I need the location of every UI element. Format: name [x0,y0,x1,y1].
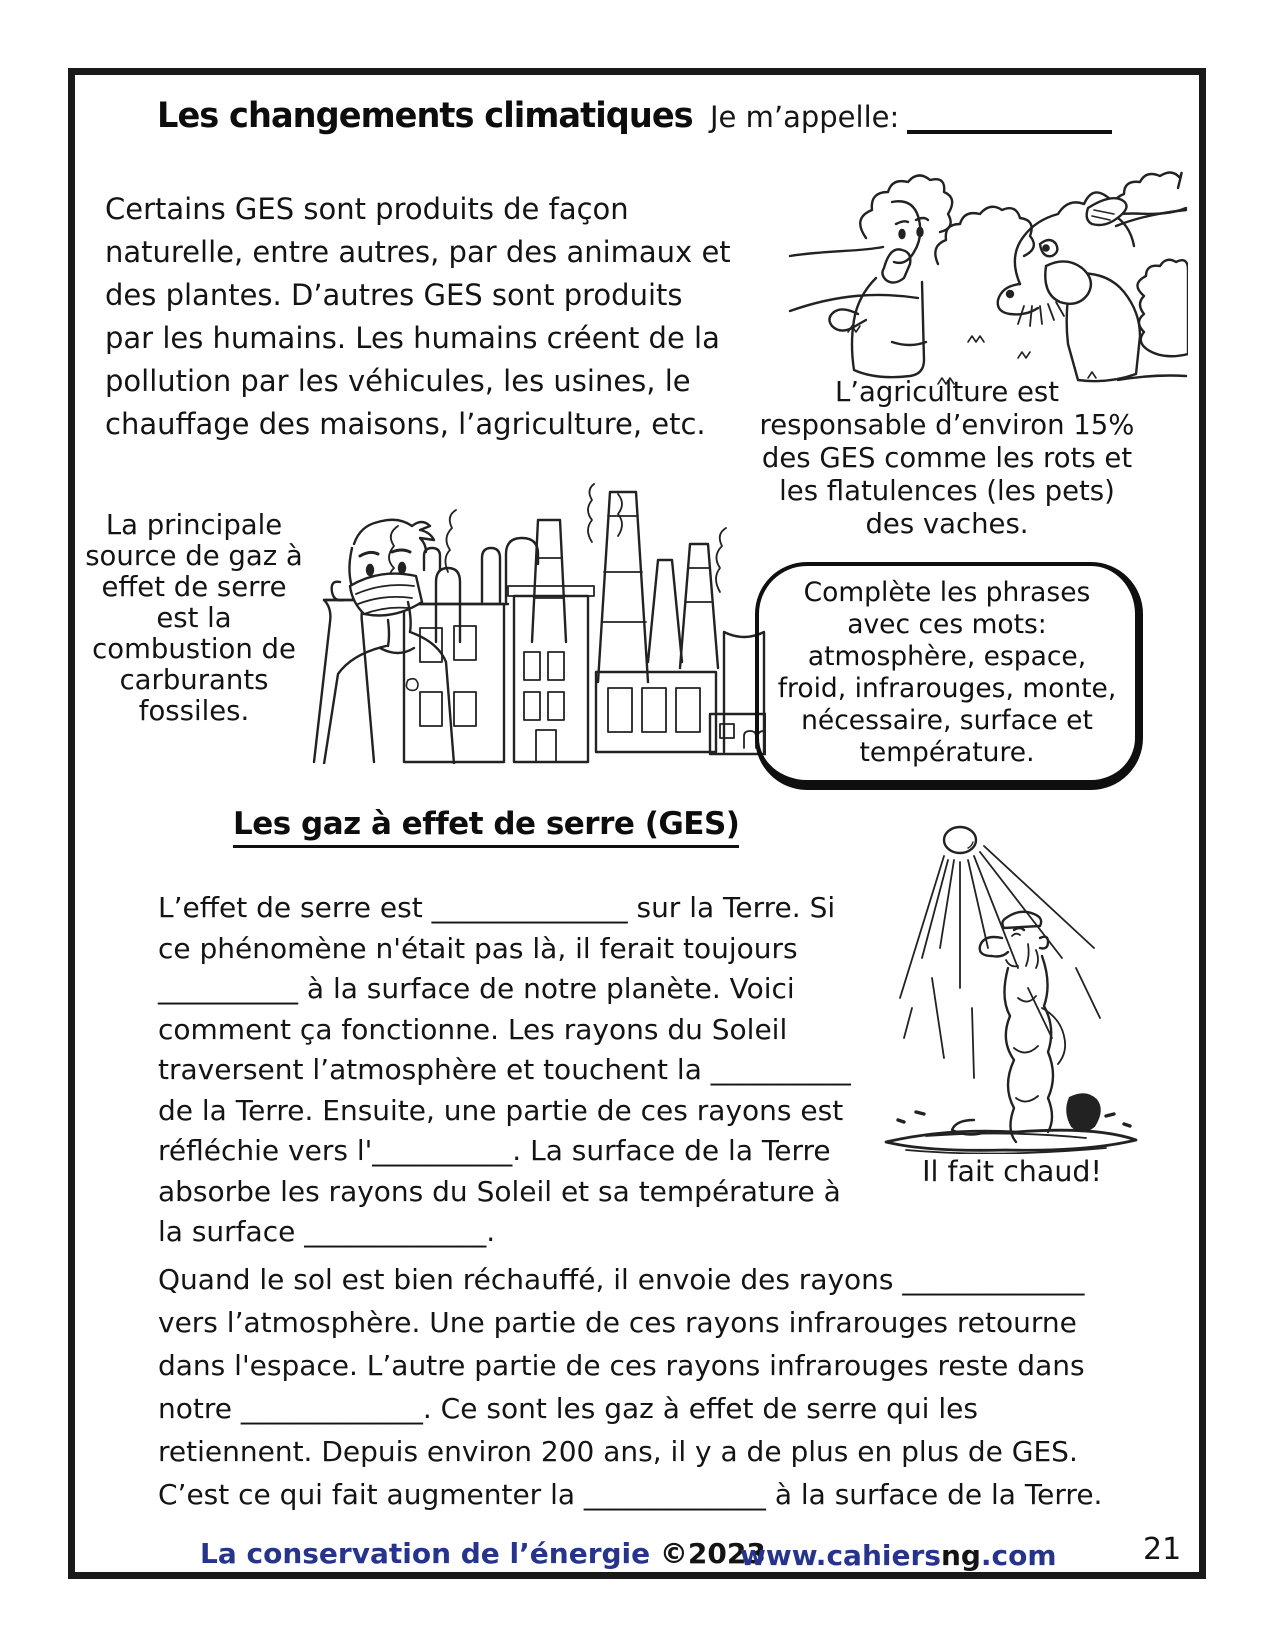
man-shoe-right [1067,1094,1099,1131]
sun-ray-4 [980,846,1094,958]
man-cap [1002,912,1041,928]
building-2-door [536,730,556,762]
smoke-2 [445,510,456,572]
pipe-arc [506,538,538,602]
cooling-tower [314,600,374,762]
chimney-tall-2 [598,492,648,682]
building-2-win-1 [524,652,540,680]
intro-paragraph: Certains GES sont produits de façon naturelle, entre autres, par des animaux et des plantes. D’autres GES sont produits par les humains. Les humains créent de la pollution par les véhicules, les usines, le chauffage des maisons, l’agriculture, etc. [105,192,731,441]
person-collar [892,342,926,345]
chimney-tall-1 [532,520,566,642]
sun [944,827,976,853]
factory-pollution-illustration [296,452,766,764]
man-ear-2 [1040,937,1048,949]
building-2-parapet [508,586,594,596]
man-eye-left [367,565,373,575]
footer-url-part1: www.cahiers [740,1539,941,1572]
chimney-tall-4 [680,544,718,668]
building-2-win-4 [548,692,564,720]
smoke-5 [716,528,726,592]
person-brow-right [916,218,928,220]
cow-nostril [1007,291,1013,297]
person-brow-left [896,221,908,224]
cow-spot [1045,261,1091,303]
fill-in-paragraph-2: Quand le sol est bien réchauffé, il envoie des rayons _____________ vers l’atmosphère. Une partie de ces rayons infrarouges retourne dans l'espace. L’autre partie de ces rayons infrarouges reste dans notre _____________. Ce sont les gaz à effet de serre qui les retiennent. Depuis environ 200 ans, il y a de plus en plus de GES. C’est ce qui fait augmenter la _____________ à la surface de la Terre. [158,1263,1103,1511]
chimney-band-4 [686,568,712,602]
sun-ray-3 [968,856,1018,968]
building-3-win-3 [676,688,700,732]
man-body-wobble [1014,996,1038,1102]
person-hair [860,175,952,238]
bush-right [1137,260,1188,357]
sun-ray-5 [904,968,1100,1078]
name-blank-line [907,104,1112,134]
cow-pupil [1043,245,1048,250]
building-2-win-3 [524,692,540,720]
man-collar [380,648,414,653]
chimney-tall-3 [648,560,682,662]
man-body-melting [1004,956,1053,1142]
person-eye-left [900,230,905,238]
man-ear [332,582,344,601]
person-body [852,278,924,377]
man-eye-right [399,563,405,573]
agriculture-caption: L’agriculture est responsable d’environ 15% des GES comme les rots et les flatulences (les pets) des vaches. [759,376,1135,540]
man-brow-left [360,552,378,556]
footer-booklet-title [200,1537,766,1570]
fossil-fuels-caption: La principale source de gaz à effet de serre est la combustion de carburants fossiles. [85,509,303,727]
footer-booklet-title-text: La conservation de l’énergie [200,1537,651,1570]
footer-copyright: ©2023 [659,1537,766,1570]
horizon-line [790,247,883,256]
building-3-win-1 [608,688,632,732]
smoke-3 [588,484,594,542]
person-arm [829,309,866,330]
man-logo [406,679,418,691]
name-label: Je m’appelle: [710,100,900,134]
building-3-win-2 [642,688,666,732]
man-drip-face [1026,944,1038,968]
section-heading: Les gaz à effet de serre (GES) [233,806,739,848]
sun-ray-1 [900,856,948,998]
tank-2 [482,548,500,602]
hill-line [790,295,918,311]
word-bank-bubble [755,562,1143,790]
building-1-win-2 [454,626,476,660]
building-2-win-2 [548,652,564,680]
footer-url-part2: ng [940,1539,981,1572]
page-number: 21 [1143,1532,1182,1567]
melting-man-illustration [856,798,1166,1154]
hot-caption: Il fait chaud! [922,1155,1102,1188]
man-eye [1012,934,1020,936]
word-bank-text: Complète les phrases avec ces mots: atmosphère, espace, froid, infrarouges, monte, nécessaire, surface et température. [777,577,1117,768]
bush-1 [935,207,1034,264]
grass-tuft-1 [968,336,984,342]
building-1-win-1 [420,628,442,662]
man-arm-melt [1042,1008,1065,1064]
person-hand [882,249,910,282]
building-3 [596,672,716,752]
page-title: Les changements climatiques [157,96,693,136]
person-eye-right [918,228,923,236]
name-field-row [710,100,1112,134]
building-5-win [720,724,734,738]
smoke-4 [618,494,622,536]
footer-website-url [740,1539,1057,1572]
grass-tuft-2 [1018,352,1030,358]
building-1-win-4 [454,692,476,726]
footer-url-part3: .com [980,1539,1057,1572]
building-2 [514,596,588,762]
man-brow-right [392,550,410,552]
fill-in-paragraph-1: L’effet de serre est ______________ sur la Terre. Si ce phénomène n'était pas là, il ferait toujours __________ à la surface de notre planète. Voici comment ça fonctionne. Les rayons du Soleil traversent l’atmosphère et touchent la __________ de la Terre. Ensuite, une partie de ces rayons est réfléchie vers l'__________. La surface de la Terre absorbe les rayons du Soleil et sa température à la surface _____________. [158,891,851,1248]
cow-and-person-illustration [788,146,1188,392]
person-face [892,201,920,263]
building-1-win-3 [420,692,442,726]
